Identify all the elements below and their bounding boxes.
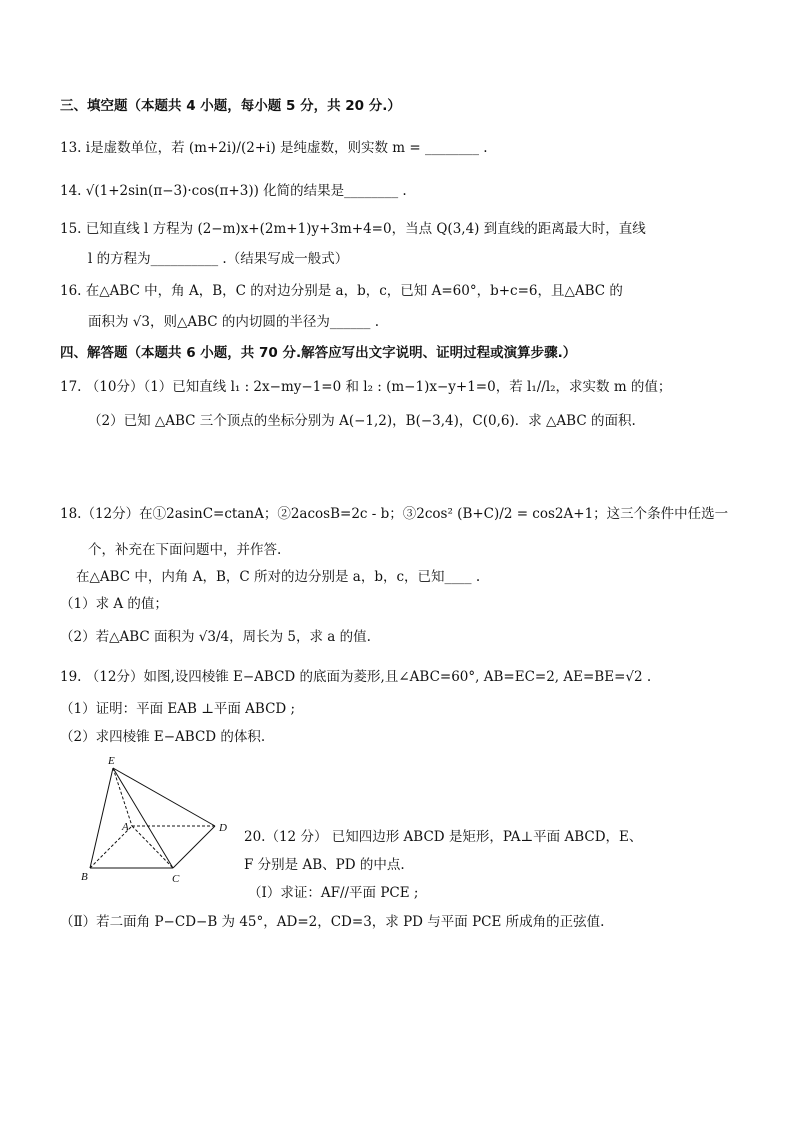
vertex-label-B: B — [81, 871, 88, 883]
question-16-line-1: 16. 在△ABC 中，角 A，B，C 的对边分别是 a，b，c，已知 A=60°，b+c=6，且△ABC 的 — [60, 283, 623, 299]
question-14: 14. √(1+2sin(π−3)·cos(π+3)) 化简的结果是________ . — [60, 183, 407, 199]
question-18-line-2: 个，补充在下面问题中，并作答. — [88, 542, 282, 558]
vertex-label-D: D — [219, 822, 227, 834]
question-18-line-1: 18.（12分）在①2asinC=ctanA；②2acosB=2c - b；③2cos² (B+C)/2 = cos2A+1；这三个条件中任选一 — [60, 506, 729, 522]
question-15-line-1: 15. 已知直线 l 方程为 (2−m)x+(2m+1)y+3m+4=0，当点 Q(3,4) 到直线的距离最大时，直线 — [60, 221, 646, 237]
question-16-line-2: 面积为 √3，则△ABC 的内切圆的半径为______ . — [88, 314, 379, 330]
question-13: 13. i是虚数单位，若 (m+2i)/(2+i) 是纯虚数，则实数 m = ________ . — [60, 140, 488, 156]
edge-ED — [113, 768, 215, 826]
vertex-label-A: A — [122, 821, 129, 833]
vertex-label-C: C — [172, 873, 180, 885]
question-20-line-1: 20.（12 分） 已知四边形 ABCD 是矩形，PA⊥平面 ABCD，E、 — [244, 829, 643, 845]
edge-CD — [173, 826, 215, 868]
edge-EB — [90, 768, 113, 868]
pyramid-figure — [70, 750, 240, 890]
question-18-part-2: （2）若△ABC 面积为 √3/4，周长为 5，求 a 的值. — [60, 629, 371, 645]
section-3-title: 三、填空题（本题共 4 小题，每小题 5 分，共 20 分.） — [60, 98, 401, 114]
edge-AC — [132, 826, 173, 868]
section-4-title: 四、解答题（本题共 6 小题，共 70 分.解答应写出文字说明、证明过程或演算步骤.） — [60, 345, 577, 361]
question-19-part-1: （1）证明：平面 EAB ⊥平面 ABCD ; — [60, 701, 296, 717]
question-20-part-2: （Ⅱ）若二面角 P−CD−B 为 45°，AD=2，CD=3，求 PD 与平面 PCE 所成角的正弦值. — [60, 914, 605, 930]
question-19-line-1: 19. （12分）如图,设四棱锥 E−ABCD 的底面为菱形,且∠ABC=60°, AB=EC=2, AE=BE=√2 . — [60, 669, 652, 685]
question-20-part-1: （Ⅰ）求证：AF//平面 PCE ; — [248, 885, 419, 901]
question-20-line-2: F 分别是 AB、PD 的中点. — [244, 857, 405, 873]
question-15-line-2: l 的方程为__________ .（结果写成一般式） — [88, 251, 349, 267]
edge-EC — [113, 768, 173, 868]
vertex-label-E: E — [108, 755, 115, 767]
question-17-line-2: （2）已知 △ABC 三个顶点的坐标分别为 A(−1,2)，B(−3,4)，C(0,6)．求 △ABC 的面积. — [88, 413, 636, 429]
question-19-part-2: （2）求四棱锥 E−ABCD 的体积. — [60, 729, 266, 745]
question-18-part-1: （1）求 A 的值； — [60, 596, 168, 612]
question-17-line-1: 17. （10分）（1）已知直线 l₁ : 2x−my−1=0 和 l₂ : (m−1)x−y+1=0，若 l₁//l₂，求实数 m 的值； — [60, 379, 672, 395]
question-18-line-3: 在△ABC 中，内角 A，B，C 所对的边分别是 a，b，c，已知____ . — [76, 569, 481, 585]
